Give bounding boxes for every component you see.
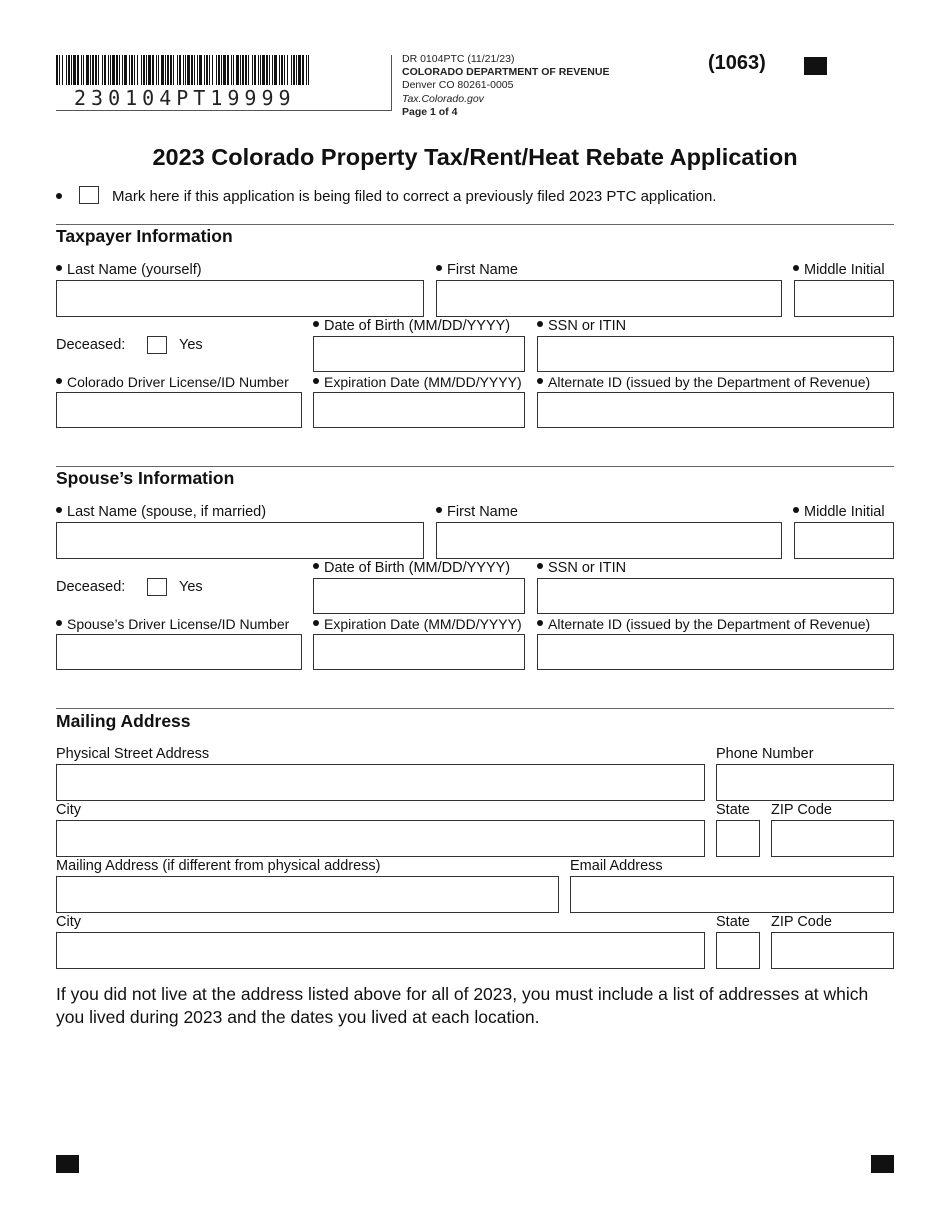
spouse-last-name-label: Last Name (spouse, if married)	[56, 504, 266, 520]
mailing-city-input[interactable]	[56, 932, 705, 969]
header-divider	[391, 55, 392, 111]
zip-input[interactable]	[771, 820, 894, 857]
spouse-middle-initial-input[interactable]	[794, 522, 894, 559]
taxpayer-license-label: Colorado Driver License/ID Number	[56, 374, 289, 390]
taxpayer-deceased-label: Deceased:	[56, 337, 126, 353]
taxpayer-heading: Taxpayer Information	[56, 226, 233, 246]
spouse-license-label: Spouse’s Driver License/ID Number	[56, 616, 289, 632]
mailing-address-label: Mailing Address (if different from physical address)	[56, 858, 381, 874]
spouse-alternate-id-input[interactable]	[537, 634, 894, 670]
phone-input[interactable]	[716, 764, 894, 801]
taxpayer-alternate-id-label: Alternate ID (issued by the Department of Revenue)	[537, 374, 870, 390]
taxpayer-ssn-label: SSN or ITIN	[537, 318, 626, 334]
barcode	[56, 55, 310, 85]
spouse-dob-input[interactable]	[313, 578, 525, 614]
taxpayer-first-name-label: First Name	[436, 262, 518, 278]
state-input[interactable]	[716, 820, 760, 857]
page-title: 2023 Colorado Property Tax/Rent/Heat Rebate Application	[152, 144, 798, 170]
taxpayer-expiration-input[interactable]	[313, 392, 525, 428]
form-header-info	[402, 53, 609, 119]
address-history-note: If you did not live at the address listed above for all of 2023, you must include a list of addresses at which you lived during 2023 and the dates you lived at each location.	[56, 984, 869, 1027]
phone-label: Phone Number	[716, 746, 814, 762]
city-input[interactable]	[56, 820, 705, 857]
mailing-state-label: State	[716, 914, 750, 930]
spouse-license-input[interactable]	[56, 634, 302, 670]
department-name: COLORADO DEPARTMENT OF REVENUE	[402, 66, 610, 79]
mailing-zip-label: ZIP Code	[771, 914, 832, 930]
section-divider	[56, 224, 894, 225]
street-address-label: Physical Street Address	[56, 746, 210, 762]
taxpayer-ssn-input[interactable]	[537, 336, 894, 372]
mailing-city-label: City	[56, 914, 81, 930]
taxpayer-middle-initial-label: Middle Initial	[793, 262, 885, 278]
taxpayer-deceased-checkbox[interactable]	[147, 336, 167, 354]
spouse-deceased-label: Deceased:	[56, 579, 126, 595]
form-number: DR 0104PTC (11/21/23)	[402, 53, 515, 65]
spouse-middle-initial-label: Middle Initial	[793, 504, 885, 520]
taxpayer-dob-label: Date of Birth (MM/DD/YYYY)	[313, 318, 510, 334]
taxpayer-dob-input[interactable]	[313, 336, 525, 372]
spouse-expiration-input[interactable]	[313, 634, 525, 670]
mailing-zip-input[interactable]	[771, 932, 894, 969]
taxpayer-last-name-label: Last Name (yourself)	[56, 262, 202, 278]
spouse-last-name-input[interactable]	[56, 522, 424, 559]
taxpayer-first-name-input[interactable]	[436, 280, 782, 317]
taxpayer-expiration-label: Expiration Date (MM/DD/YYYY)	[313, 374, 522, 390]
taxpayer-license-input[interactable]	[56, 392, 302, 428]
spouse-dob-label: Date of Birth (MM/DD/YYYY)	[313, 560, 510, 576]
spouse-deceased-yes: Yes	[179, 579, 203, 595]
barcode-underline	[56, 110, 392, 111]
taxpayer-last-name-input[interactable]	[56, 280, 424, 317]
barcode-number: 230104PT19999	[74, 86, 296, 110]
spouse-ssn-input[interactable]	[537, 578, 894, 614]
mailing-state-input[interactable]	[716, 932, 760, 969]
street-address-input[interactable]	[56, 764, 705, 801]
section-divider	[56, 466, 894, 467]
registration-mark	[56, 1155, 79, 1173]
page-number: Page 1 of 4	[402, 105, 458, 118]
registration-mark	[804, 57, 827, 75]
correction-checkbox[interactable]	[79, 186, 99, 204]
spouse-first-name-label: First Name	[436, 504, 518, 520]
correction-label: Mark here if this application is being filed to correct a previously filed 2023 PTC application.	[112, 188, 717, 205]
website: Tax.Colorado.gov	[402, 92, 484, 105]
zip-label: ZIP Code	[771, 802, 832, 818]
state-label: State	[716, 802, 750, 818]
spouse-ssn-label: SSN or ITIN	[537, 560, 626, 576]
spouse-deceased-checkbox[interactable]	[147, 578, 167, 596]
mailing-address-input[interactable]	[56, 876, 559, 913]
spouse-first-name-input[interactable]	[436, 522, 782, 559]
city-label: City	[56, 802, 81, 818]
section-divider	[56, 708, 894, 709]
email-input[interactable]	[570, 876, 894, 913]
registration-mark	[871, 1155, 894, 1173]
taxpayer-deceased-yes: Yes	[179, 337, 203, 353]
spouse-alternate-id-label: Alternate ID (issued by the Department of Revenue)	[537, 616, 870, 632]
spouse-heading: Spouse’s Information	[56, 468, 235, 488]
taxpayer-middle-initial-input[interactable]	[794, 280, 894, 317]
spouse-expiration-label: Expiration Date (MM/DD/YYYY)	[313, 616, 522, 632]
email-label: Email Address	[570, 858, 663, 874]
required-bullet	[56, 193, 62, 199]
form-code: (1063)	[708, 52, 766, 74]
mailing-heading: Mailing Address	[56, 711, 191, 731]
taxpayer-alternate-id-input[interactable]	[537, 392, 894, 428]
department-address: Denver CO 80261-0005	[402, 79, 514, 92]
